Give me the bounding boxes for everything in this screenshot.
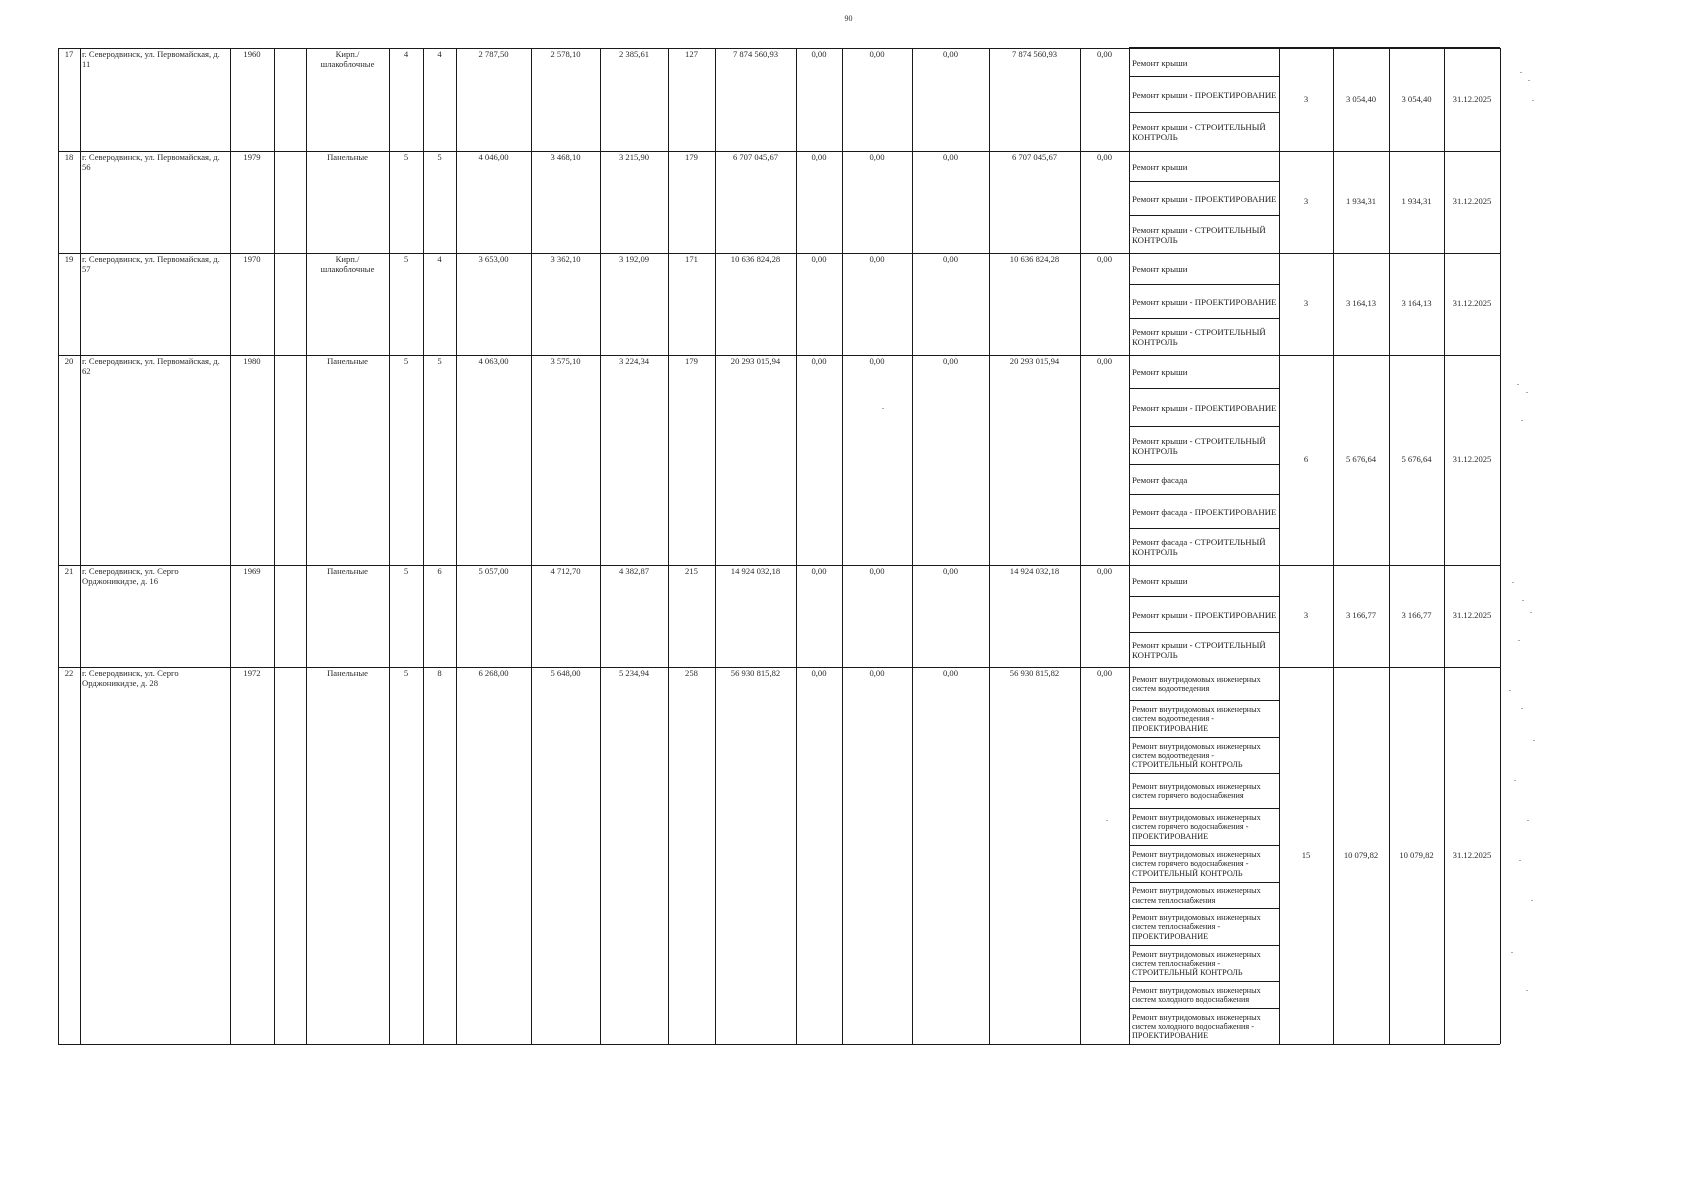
work-item: Ремонт внутридомовых инженерных систем теплоснабжения xyxy=(1132,886,1261,905)
cell-area-res: 2 385,61 xyxy=(618,50,650,59)
grid-vline xyxy=(989,48,990,1044)
cell-area-living: 3 362,10 xyxy=(550,255,581,264)
cell-residents: 215 xyxy=(685,567,698,576)
cell-address: г. Северодвинск, ул. Первомайская, д. 57 xyxy=(82,255,220,274)
scan-speckle xyxy=(882,408,884,409)
scan-speckle xyxy=(1514,780,1516,781)
work-item: Ремонт фасада - ПРОЕКТИРОВАНИЕ xyxy=(1132,506,1277,517)
cell-c3: 0,00 xyxy=(942,669,959,678)
cell-count: 3 xyxy=(1303,298,1309,309)
cell-residents: 258 xyxy=(685,669,698,678)
cell-entrances: 5 xyxy=(437,357,442,366)
grid-vline xyxy=(912,48,913,1044)
scan-speckle xyxy=(1521,420,1523,421)
work-item: Ремонт внутридомовых инженерных систем водоотведения xyxy=(1132,674,1261,693)
cell-unit-max: 10 079,82 xyxy=(1399,849,1434,860)
work-item: Ремонт крыши xyxy=(1132,576,1188,586)
scan-speckle xyxy=(1526,990,1528,991)
work-item: Ремонт внутридомовых инженерных систем теплоснабжения - ПРОЕКТИРОВАНИЕ xyxy=(1132,913,1261,941)
cell-year2 xyxy=(276,255,304,353)
cell-count: 6 xyxy=(1303,454,1309,465)
scan-speckle xyxy=(1531,900,1533,901)
cell-c4: 7 874 560,93 xyxy=(1011,50,1058,59)
cell-residents: 179 xyxy=(685,153,698,162)
cell-area-living: 4 712,70 xyxy=(550,567,581,576)
cell-area-total: 4 063,00 xyxy=(478,357,509,366)
work-item: Ремонт крыши - ПРОЕКТИРОВАНИЕ xyxy=(1132,609,1277,620)
grid-vline xyxy=(306,48,307,1044)
work-item: Ремонт фасада xyxy=(1132,474,1188,485)
cell-area-res: 3 224,34 xyxy=(618,357,650,366)
grid-vline xyxy=(715,48,716,1044)
cell-count: 3 xyxy=(1303,93,1309,104)
cell-unit-max: 1 934,31 xyxy=(1401,196,1432,207)
grid-vline xyxy=(1500,48,1501,1044)
cell-year: 1969 xyxy=(243,567,261,576)
cell-num: 20 xyxy=(64,357,74,366)
work-divider xyxy=(1129,181,1279,182)
work-divider xyxy=(1129,76,1279,77)
cell-count: 3 xyxy=(1303,610,1309,621)
cell-year: 1970 xyxy=(243,255,261,264)
cell-year2 xyxy=(276,567,304,665)
cell-c4: 14 924 032,18 xyxy=(1009,567,1060,576)
cell-floors: 5 xyxy=(403,153,409,162)
work-item: Ремонт крыши xyxy=(1132,161,1188,172)
cell-cost-total: 14 924 032,18 xyxy=(730,567,781,576)
scan-speckle xyxy=(1518,640,1520,641)
cell-area-total: 6 268,00 xyxy=(478,669,509,678)
cell-count: 3 xyxy=(1303,196,1309,207)
work-item: Ремонт крыши - ПРОЕКТИРОВАНИЕ xyxy=(1132,89,1277,100)
grid-vline xyxy=(531,48,532,1044)
grid-vline xyxy=(796,48,797,1044)
cell-c4: 10 636 824,28 xyxy=(1009,255,1060,264)
cell-c3: 0,00 xyxy=(942,357,959,366)
work-divider xyxy=(1129,845,1279,846)
cell-entrances: 4 xyxy=(437,50,442,59)
cell-unit-cost: 3 164,13 xyxy=(1345,298,1377,309)
cell-c1: 0,00 xyxy=(811,357,827,366)
cell-area-living: 3 575,10 xyxy=(550,357,581,366)
cell-c2: 0,00 xyxy=(869,50,885,59)
cell-unit-cost: 1 934,31 xyxy=(1345,196,1377,207)
cell-c1: 0,00 xyxy=(811,50,827,59)
work-item: Ремонт внутридомовых инженерных систем горячего водоснабжения - ПРОЕКТИРОВАНИЕ xyxy=(1132,813,1261,841)
work-divider xyxy=(1129,494,1279,495)
cell-c3: 0,00 xyxy=(942,255,959,264)
cell-material: Кирп./ шлакоблочные xyxy=(320,50,375,69)
cell-floors: 5 xyxy=(403,255,409,264)
cell-year2 xyxy=(276,153,304,251)
work-item: Ремонт внутридомовых инженерных систем водоотведения - ПРОЕКТИРОВАНИЕ xyxy=(1132,705,1261,733)
work-divider xyxy=(1129,596,1279,597)
cell-num: 18 xyxy=(64,153,74,162)
work-item: Ремонт внутридомовых инженерных систем теплоснабжения - СТРОИТЕЛЬНЫЙ КОНТРОЛЬ xyxy=(1132,949,1261,978)
work-divider xyxy=(1129,388,1279,389)
work-divider xyxy=(1129,318,1279,319)
cell-cost-total: 7 874 560,93 xyxy=(732,50,779,59)
cell-c5: 0,00 xyxy=(1096,357,1113,366)
grid-vline xyxy=(274,48,275,1044)
cell-material: Панельные xyxy=(327,357,368,366)
cell-unit-cost: 10 079,82 xyxy=(1343,849,1379,860)
cell-cost-total: 6 707 045,67 xyxy=(732,153,779,162)
cell-area-res: 3 192,09 xyxy=(618,255,650,264)
cell-c3: 0,00 xyxy=(942,153,959,162)
scan-speckle xyxy=(1509,690,1511,691)
scan-speckle xyxy=(1527,820,1529,821)
cell-residents: 171 xyxy=(685,255,698,264)
cell-unit-cost: 3 166,77 xyxy=(1345,610,1377,621)
scan-speckle xyxy=(1533,740,1535,741)
cell-c5: 0,00 xyxy=(1096,50,1113,59)
cell-c5: 0,00 xyxy=(1096,669,1113,678)
cell-floors: 5 xyxy=(403,567,409,576)
cell-deadline: 31.12.2025 xyxy=(1452,93,1492,104)
work-item: Ремонт внутридомовых инженерных систем холодного водоснабжения xyxy=(1132,985,1261,1004)
cell-c1: 0,00 xyxy=(811,669,827,678)
cell-entrances: 4 xyxy=(437,255,442,264)
cell-cost-total: 56 930 815,82 xyxy=(730,669,781,678)
scan-speckle xyxy=(1530,612,1532,613)
work-item: Ремонт крыши - СТРОИТЕЛЬНЫЙ КОНТРОЛЬ xyxy=(1132,122,1266,142)
scan-speckle xyxy=(1517,384,1519,385)
work-divider xyxy=(1129,700,1279,701)
scan-speckle xyxy=(1511,952,1513,953)
cell-area-living: 5 648,00 xyxy=(550,669,581,678)
cell-c1: 0,00 xyxy=(811,153,827,162)
grid-vline xyxy=(58,48,59,1044)
grid-vline xyxy=(1080,48,1081,1044)
cell-residents: 127 xyxy=(685,50,698,59)
work-divider xyxy=(1129,945,1279,946)
cell-c5: 0,00 xyxy=(1096,567,1113,576)
work-item: Ремонт внутридомовых инженерных систем водоотведения - СТРОИТЕЛЬНЫЙ КОНТРОЛЬ xyxy=(1132,741,1261,770)
grid-vline xyxy=(230,48,231,1044)
cell-material: Панельные xyxy=(327,567,368,576)
cell-year2 xyxy=(276,357,304,563)
work-item: Ремонт крыши - ПРОЕКТИРОВАНИЕ xyxy=(1132,402,1277,413)
cell-cost-total: 10 636 824,28 xyxy=(730,255,781,264)
cell-c2: 0,00 xyxy=(869,567,885,576)
cell-residents: 179 xyxy=(685,357,698,366)
work-divider xyxy=(1129,112,1279,113)
grid-vline xyxy=(80,48,81,1044)
work-item: Ремонт внутридомовых инженерных систем холодного водоснабжения - ПРОЕКТИРОВАНИЕ xyxy=(1132,1012,1261,1041)
work-divider xyxy=(1129,981,1279,982)
scan-speckle xyxy=(1526,392,1528,393)
cell-unit-max: 3 164,13 xyxy=(1401,298,1432,309)
cell-c2: 0,00 xyxy=(869,153,885,162)
cell-deadline: 31.12.2025 xyxy=(1452,196,1492,207)
scan-speckle xyxy=(1106,820,1108,821)
cell-year: 1980 xyxy=(243,357,261,366)
cell-area-total: 3 653,00 xyxy=(478,255,509,264)
work-divider xyxy=(1129,632,1279,633)
work-item: Ремонт фасада - СТРОИТЕЛЬНЫЙ КОНТРОЛЬ xyxy=(1132,537,1266,557)
cell-area-total: 5 057,00 xyxy=(478,567,509,576)
grid-vline xyxy=(423,48,424,1044)
cell-area-living: 2 578,10 xyxy=(550,50,581,59)
cell-area-res: 4 382,87 xyxy=(618,567,650,576)
scan-speckle xyxy=(1519,860,1521,861)
work-divider xyxy=(1129,528,1279,529)
work-divider xyxy=(1129,284,1279,285)
cell-address: г. Северодвинск, ул. Серго Орджоникидзе, д. 16 xyxy=(82,567,179,586)
cell-c4: 20 293 015,94 xyxy=(1009,357,1060,366)
work-divider xyxy=(1129,808,1279,809)
scan-speckle xyxy=(1512,582,1514,583)
cell-unit-max: 3 166,77 xyxy=(1401,610,1432,621)
cell-count: 15 xyxy=(1301,849,1311,860)
work-divider xyxy=(1129,737,1279,738)
grid-vline xyxy=(389,48,390,1044)
cell-c1: 0,00 xyxy=(811,567,827,576)
cell-area-total: 2 787,50 xyxy=(478,50,509,59)
cell-entrances: 6 xyxy=(437,567,442,576)
work-divider xyxy=(1129,215,1279,216)
cell-year: 1960 xyxy=(243,50,261,59)
work-divider xyxy=(1129,1008,1279,1009)
cell-unit-max: 3 054,40 xyxy=(1401,93,1432,104)
cell-num: 22 xyxy=(64,669,74,678)
cell-year: 1979 xyxy=(243,153,261,162)
work-item: Ремонт внутридомовых инженерных систем горячего водоснабжения - СТРОИТЕЛЬНЫЙ КОНТРОЛЬ xyxy=(1132,850,1261,878)
cell-material: Панельные xyxy=(327,669,368,678)
scan-speckle xyxy=(1520,72,1522,73)
cell-cost-total: 20 293 015,94 xyxy=(730,357,781,366)
cell-unit-cost: 3 054,40 xyxy=(1345,93,1377,104)
scan-speckle xyxy=(1522,600,1524,601)
cell-deadline: 31.12.2025 xyxy=(1452,454,1492,465)
cell-c5: 0,00 xyxy=(1096,255,1113,264)
cell-deadline: 31.12.2025 xyxy=(1452,610,1492,621)
scan-speckle xyxy=(1532,100,1534,101)
cell-address: г. Северодвинск, ул. Серго Орджоникидзе, д. 28 xyxy=(82,669,179,688)
work-item: Ремонт внутридомовых инженерных систем горячего водоснабжения xyxy=(1132,781,1261,800)
page-number: 90 xyxy=(844,14,853,23)
cell-area-total: 4 046,00 xyxy=(478,153,509,162)
cell-num: 21 xyxy=(64,567,74,576)
cell-floors: 5 xyxy=(403,669,409,678)
work-item: Ремонт крыши - СТРОИТЕЛЬНЫЙ КОНТРОЛЬ xyxy=(1132,327,1266,347)
work-divider xyxy=(1129,882,1279,883)
cell-material: Кирп./ шлакоблочные xyxy=(320,255,375,274)
cell-c4: 56 930 815,82 xyxy=(1009,669,1060,678)
cell-area-living: 3 468,10 xyxy=(550,153,581,162)
cell-c3: 0,00 xyxy=(942,567,959,576)
cell-address: г. Северодвинск, ул. Первомайская, д. 11 xyxy=(82,50,220,69)
grid-vline xyxy=(668,48,669,1044)
cell-c1: 0,00 xyxy=(811,255,827,264)
cell-c2: 0,00 xyxy=(869,255,885,264)
grid-vline xyxy=(456,48,457,1044)
scan-speckle xyxy=(1528,80,1530,81)
cell-deadline: 31.12.2025 xyxy=(1452,849,1492,860)
cell-c2: 0,00 xyxy=(869,669,885,678)
cell-year2 xyxy=(276,50,304,149)
cell-floors: 4 xyxy=(403,50,409,59)
cell-year2 xyxy=(276,669,304,1042)
work-divider xyxy=(1129,773,1279,774)
cell-num: 19 xyxy=(64,255,74,264)
cell-num: 17 xyxy=(64,50,74,59)
row-border xyxy=(58,1044,1500,1045)
work-divider xyxy=(1129,908,1279,909)
cell-deadline: 31.12.2025 xyxy=(1452,298,1492,309)
work-item: Ремонт крыши xyxy=(1132,264,1188,274)
work-item: Ремонт крыши - СТРОИТЕЛЬНЫЙ КОНТРОЛЬ xyxy=(1132,224,1266,245)
cell-entrances: 5 xyxy=(437,153,442,162)
work-divider xyxy=(1129,464,1279,465)
cell-unit-cost: 5 676,64 xyxy=(1345,454,1377,465)
work-item: Ремонт крыши xyxy=(1132,367,1188,377)
cell-c4: 6 707 045,67 xyxy=(1011,153,1058,162)
work-item: Ремонт крыши - ПРОЕКТИРОВАНИЕ xyxy=(1132,193,1277,204)
cell-c5: 0,00 xyxy=(1096,153,1113,162)
cell-material: Панельные xyxy=(327,153,368,162)
work-item: Ремонт крыши - СТРОИТЕЛЬНЫЙ КОНТРОЛЬ xyxy=(1132,640,1266,660)
cell-unit-max: 5 676,64 xyxy=(1401,454,1432,465)
work-item: Ремонт крыши - ПРОЕКТИРОВАНИЕ xyxy=(1132,296,1277,307)
cell-address: г. Северодвинск, ул. Первомайская, д. 62 xyxy=(82,357,220,376)
grid-vline xyxy=(600,48,601,1044)
scan-speckle xyxy=(1521,708,1523,709)
cell-area-res: 3 215,90 xyxy=(618,153,650,162)
cell-address: г. Северодвинск, ул. Первомайская, д. 56 xyxy=(82,153,220,172)
cell-entrances: 8 xyxy=(437,669,442,678)
cell-area-res: 5 234,94 xyxy=(618,669,650,678)
work-divider xyxy=(1129,426,1279,427)
grid-vline xyxy=(842,48,843,1044)
work-item: Ремонт крыши - СТРОИТЕЛЬНЫЙ КОНТРОЛЬ xyxy=(1132,435,1266,456)
cell-c3: 0,00 xyxy=(942,50,959,59)
cell-year: 1972 xyxy=(243,669,261,678)
cell-c2: 0,00 xyxy=(869,357,885,366)
capital-repair-table xyxy=(58,52,1642,1144)
cell-floors: 5 xyxy=(403,357,409,366)
work-item: Ремонт крыши xyxy=(1132,57,1188,68)
